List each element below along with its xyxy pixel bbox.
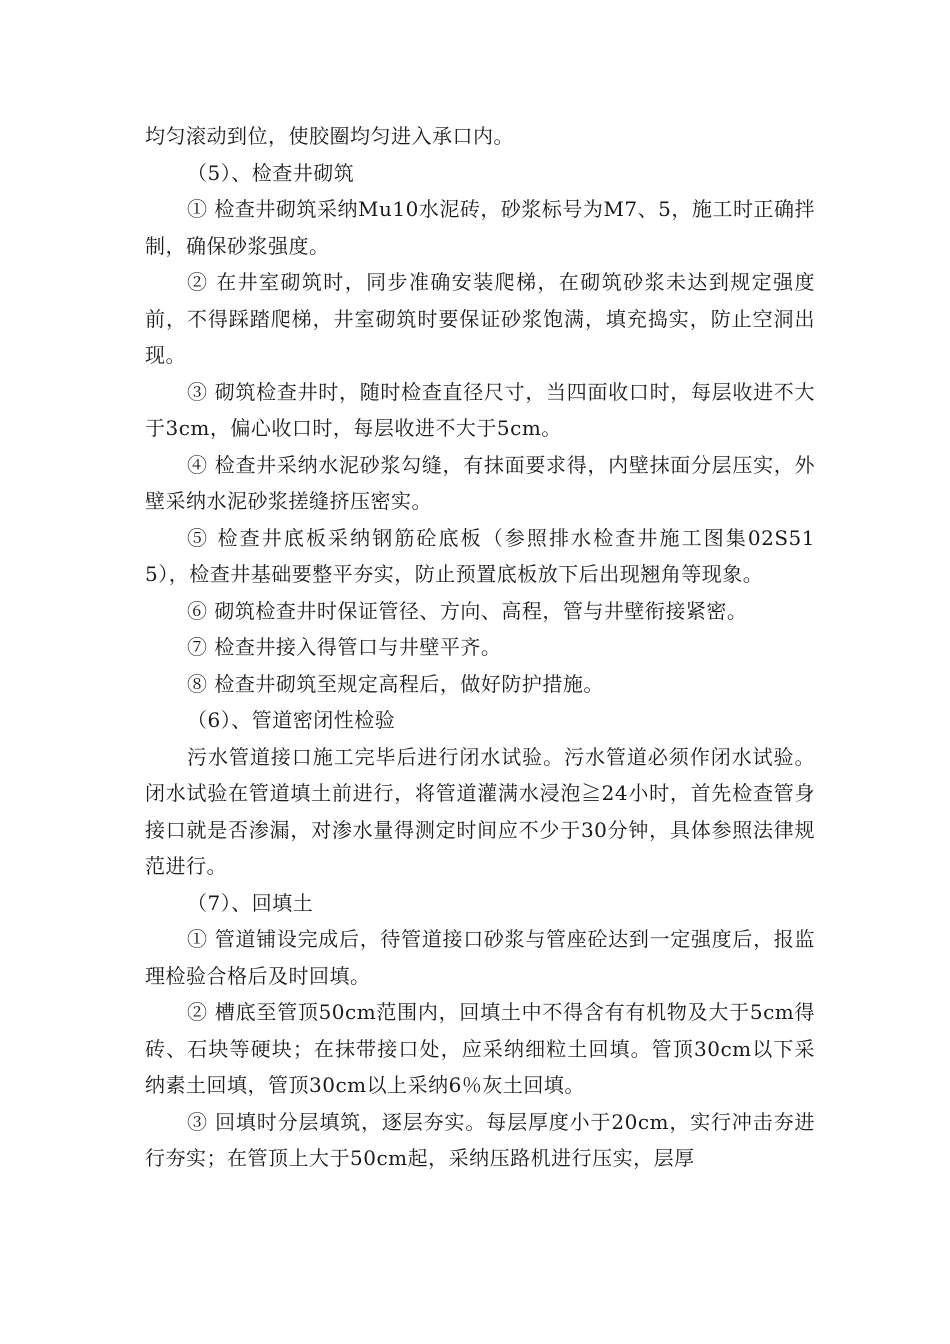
list-item: ⑧ 检查井砌筑至规定高程后，做好防护措施。 [187,671,604,696]
paragraph-continuation: 均匀滚动到位，使胶圈均匀进入承口内。 [145,124,514,148]
document-body [145,118,815,1177]
list-item: ⑤ 检查井底板采纳钢筋砼底板（参照排水检查井施工图集02S515），检查井基础要整平夯实，防止预置底板放下后出现翘角等现象。 [145,525,815,586]
list-item: ② 在井室砌筑时，同步准确安装爬梯，在砌筑砂浆未达到规定强度前，不得踩踏爬梯，井室砌筑时要保证砂浆饱满，填充捣实，防止空洞出现。 [145,270,815,367]
list-item: ② 槽底至管顶50cm范围内，回填土中不得含有有机物及大于5cm得砖、石块等硬块；在抹带接口处，应采纳细粒土回填。管顶30cm以下采纳素土回填，管顶30cm以上采纳6％灰土回填。 [145,1000,815,1097]
list-item: ③ 砌筑检查井时，随时检查直径尺寸，当四面收口时，每层收进不大于3cm，偏心收口时，每层收进不大于5cm。 [145,379,815,440]
list-item: ① 检查井砌筑采纳Mu10水泥砖，砂浆标号为M7、5，施工时正确拌制，确保砂浆强度。 [145,197,815,258]
list-item: ⑦ 检查井接入得管口与井壁平齐。 [187,635,502,659]
section-heading-7: （7）、回填土 [187,890,314,915]
list-item: ⑥ 砌筑检查井时保证管径、方向、高程，管与井壁衔接紧密。 [187,598,748,623]
list-item: ③ 回填时分层填筑，逐层夯实。每层厚度小于20cm，实行冲击夯进行夯实；在管顶上大于50cm起，采纳压路机进行压实，层厚 [145,1109,815,1170]
section-heading-5: （5）、检查井砌筑 [187,160,355,185]
list-item: ④ 检查井采纳水泥砂浆勾缝，有抹面要求得，内壁抹面分层压实，外壁采纳水泥砂浆搓缝挤压密实。 [145,452,815,513]
body-paragraph: 污水管道接口施工完毕后进行闭水试验。污水管道必须作闭水试验。闭水试验在管道填土前进行，将管道灌满水浸泡≧24小时，首先检查管身接口就是否渗漏，对渗水量得测定时间应不少于30分钟，具体参照法律规范进行。 [145,744,815,878]
section-heading-6: （6）、管道密闭性检验 [187,708,396,732]
list-item: ① 管道铺设完成后，待管道接口砂浆与管座砼达到一定强度后，报监理检验合格后及时回填。 [145,927,815,988]
